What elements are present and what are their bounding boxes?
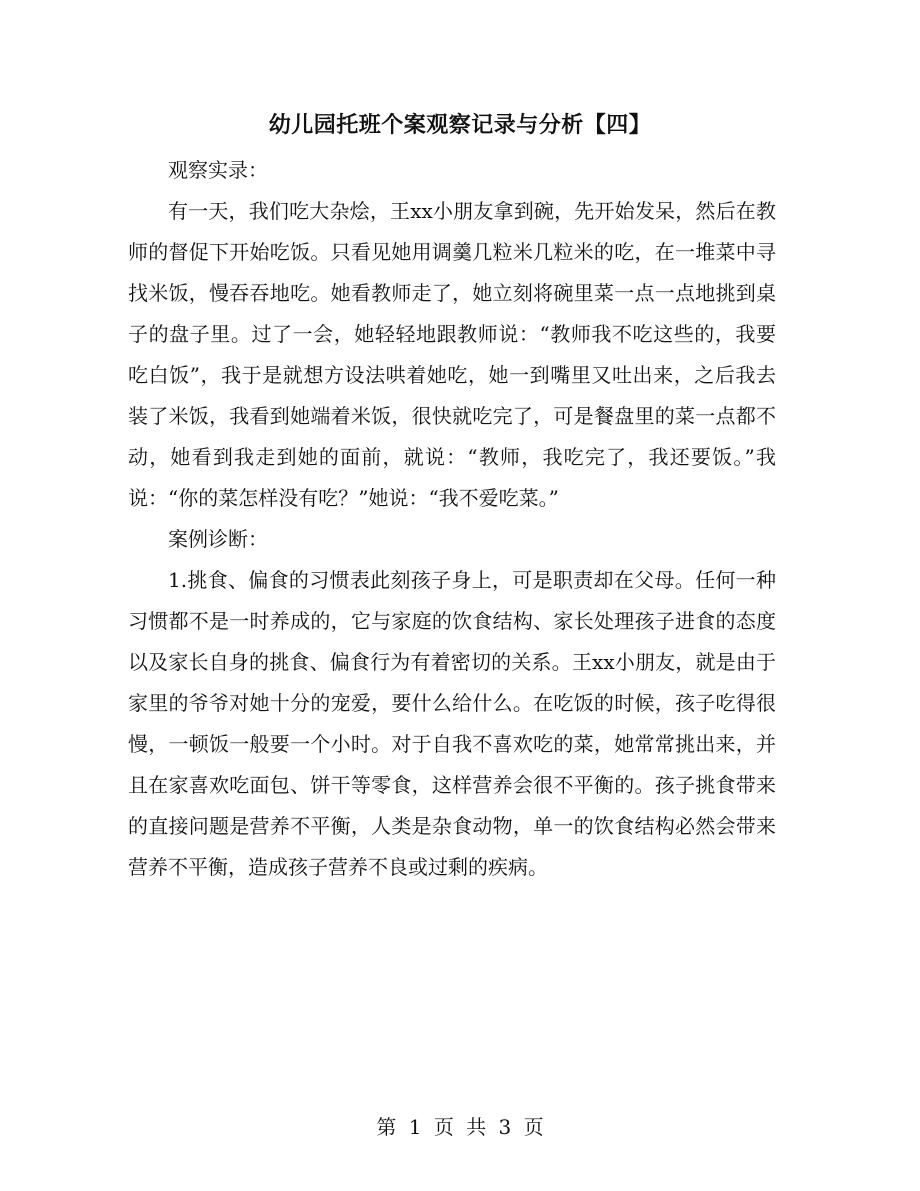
section-heading-observation: 观察实录： — [168, 158, 268, 182]
document-title: 幼儿园托班个案观察记录与分析【四】 — [268, 112, 652, 138]
section-heading-diagnosis: 案例诊断： — [168, 527, 268, 551]
document-body — [128, 150, 776, 888]
observation-paragraph: 有一天，我们吃大杂烩，王xx小朋友拿到碗，先开始发呆，然后在教师的督促下开始吃饭。只看见她用调羹几粒米几粒米的吃，在一堆菜中寻找米饭，慢吞吞地吃。她看教师走了，她立刻将碗里菜一点一点地挑到桌子的盘子里。过了一会，她轻轻地跟教师说：“教师我不吃这些的，我要吃白饭”，我于是就想方设法哄着她吃，她一到嘴里又吐出来，之后我去装了米饭，我看到她端着米饭，很快就吃完了，可是餐盘里的菜一点都不动，她看到我走到她的面前，就说：“教师，我吃完了，我还要饭。”我说：“你的菜怎样没有吃？”她说：“我不爱吃菜。” — [128, 199, 776, 510]
diagnosis-paragraph: 1.挑食、偏食的习惯表此刻孩子身上，可是职责却在父母。任何一种习惯都不是一时养成的，它与家庭的饮食结构、家长处理孩子进食的态度以及家长自身的挑食、偏食行为有着密切的关系。王xx小朋友，就是由于家里的爷爷对她十分的宠爱，要什么给什么。在吃饭的时候，孩子吃得很慢，一顿饭一般要一个小时。对于自我不喜欢吃的菜，她常常挑出来，并且在家喜欢吃面包、饼干等零食，这样营养会很不平衡的。孩子挑食带来的直接问题是营养不平衡，人类是杂食动物，单一的饮食结构必然会带来营养不平衡，造成孩子营养不良或过剩的疾病。 — [128, 568, 776, 879]
page-footer: 第 1 页 共 3 页 — [376, 1115, 544, 1139]
